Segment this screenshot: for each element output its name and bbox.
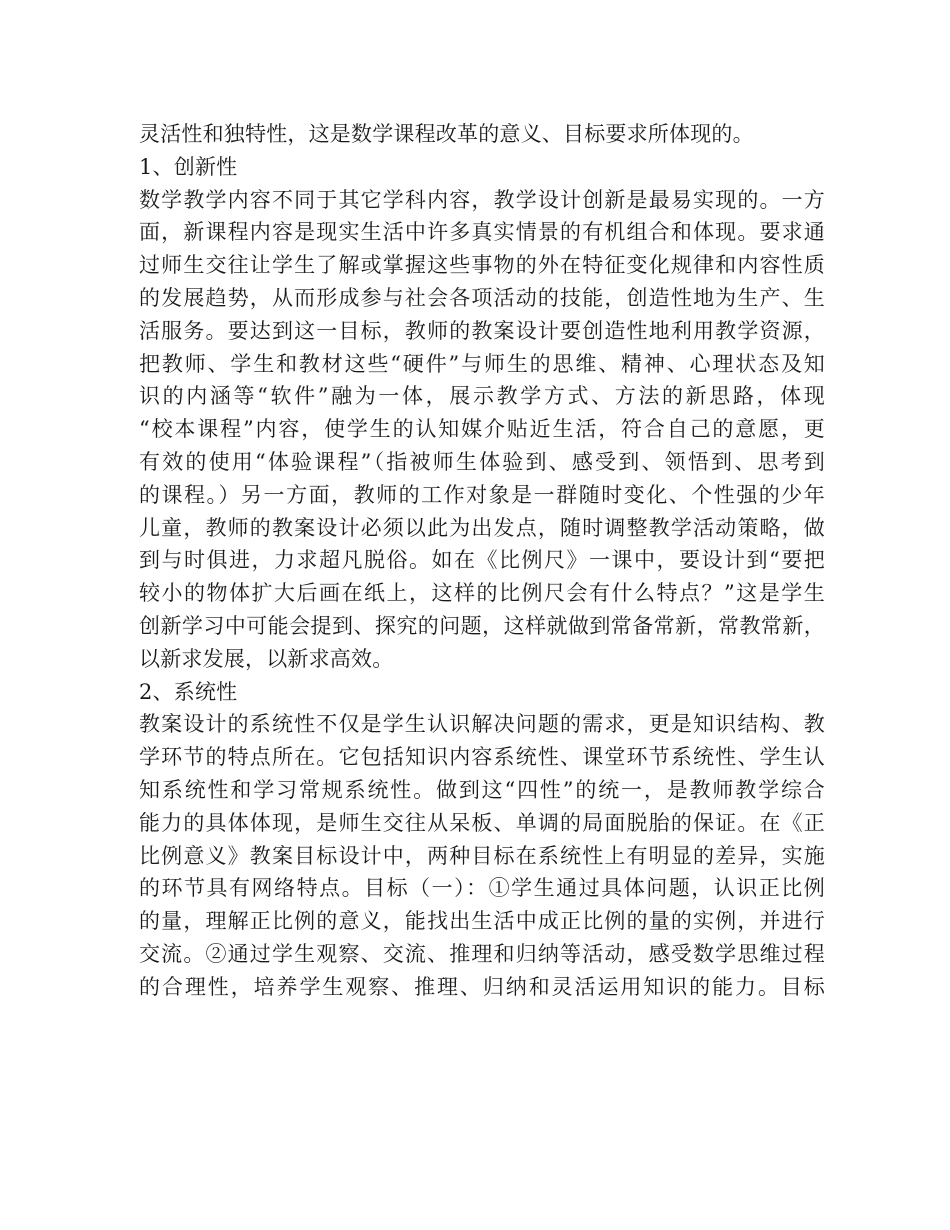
text-line: 灵活性和独特性，这是数学课程改革的意义、目标要求所体现的。 [139,122,754,146]
text-line: 学环节的特点所在。它包括知识内容系统性、课堂环节系统性、学生认 [139,745,825,770]
text-line: 识的内涵等“软件”融为一体，展示教学方式、方法的新思路，体现 [139,384,825,409]
text-line: 活服务。要达到这一目标，教师的教案设计要创造性地利用教学资源， [139,318,825,343]
text-line: 有效的使用“体验课程”（指被师生体验到、感受到、领悟到、思考到 [139,449,825,474]
text-line: 1、创新性 [139,154,238,179]
text-line: 的课程。）另一方面，教师的工作对象是一群随时变化、个性强的少年 [139,482,825,507]
text-line: 面，新课程内容是现实生活中许多真实情景的有机组合和体现。要求通 [139,220,825,245]
text-line: 知系统性和学习常规系统性。做到这“四性”的统一，是教师教学综合 [139,777,825,802]
text-line: 的合理性，培养学生观察、推理、归纳和灵活运用知识的能力。目标 [139,974,825,999]
text-line: 的环节具有网络特点。目标（一）：①学生通过具体问题，认识正比例 [139,876,825,901]
text-line: 到与时俱进，力求超凡脱俗。如在《比例尺》一课中，要设计到“要把 [139,548,825,573]
text-line: 数学教学内容不同于其它学科内容，教学设计创新是最易实现的。一方 [139,187,825,212]
text-line: 能力的具体体现，是师生交往从呆板、单调的局面脱胎的保证。在《正 [139,810,825,835]
text-line: 交流。②通过学生观察、交流、推理和归纳等活动，感受数学思维过程 [139,941,825,966]
text-line: “校本课程”内容，使学生的认知媒介贴近生活，符合自己的意愿，更 [139,417,825,442]
document-body [139,118,825,1004]
text-line: 以新求发展，以新求高效。 [139,646,394,671]
text-line: 2、系统性 [139,679,238,704]
text-line: 的量，理解正比例的意义，能找出生活中成正比例的量的实例，并进行 [139,909,825,934]
text-line: 创新学习中可能会提到、探究的问题，这样就做到常备常新，常教常新， [139,613,825,638]
text-line: 较小的物体扩大后画在纸上，这样的比例尺会有什么特点？”这是学生 [139,581,825,606]
text-line: 儿童，教师的教案设计必须以此为出发点，随时调整教学活动策略，做 [139,515,825,540]
text-line: 的发展趋势，从而形成参与社会各项活动的技能，创造性地为生产、生 [139,285,825,310]
text-line: 把教师、学生和教材这些“硬件”与师生的思维、精神、心理状态及知 [139,351,825,376]
text-line: 比例意义》教案目标设计中，两种目标在系统性上有明显的差异，实施 [139,843,825,868]
text-line: 教案设计的系统性不仅是学生认识解决问题的需求，更是知识结构、教 [139,712,825,737]
text-line: 过师生交往让学生了解或掌握这些事物的外在特征变化规律和内容性质 [139,253,825,278]
